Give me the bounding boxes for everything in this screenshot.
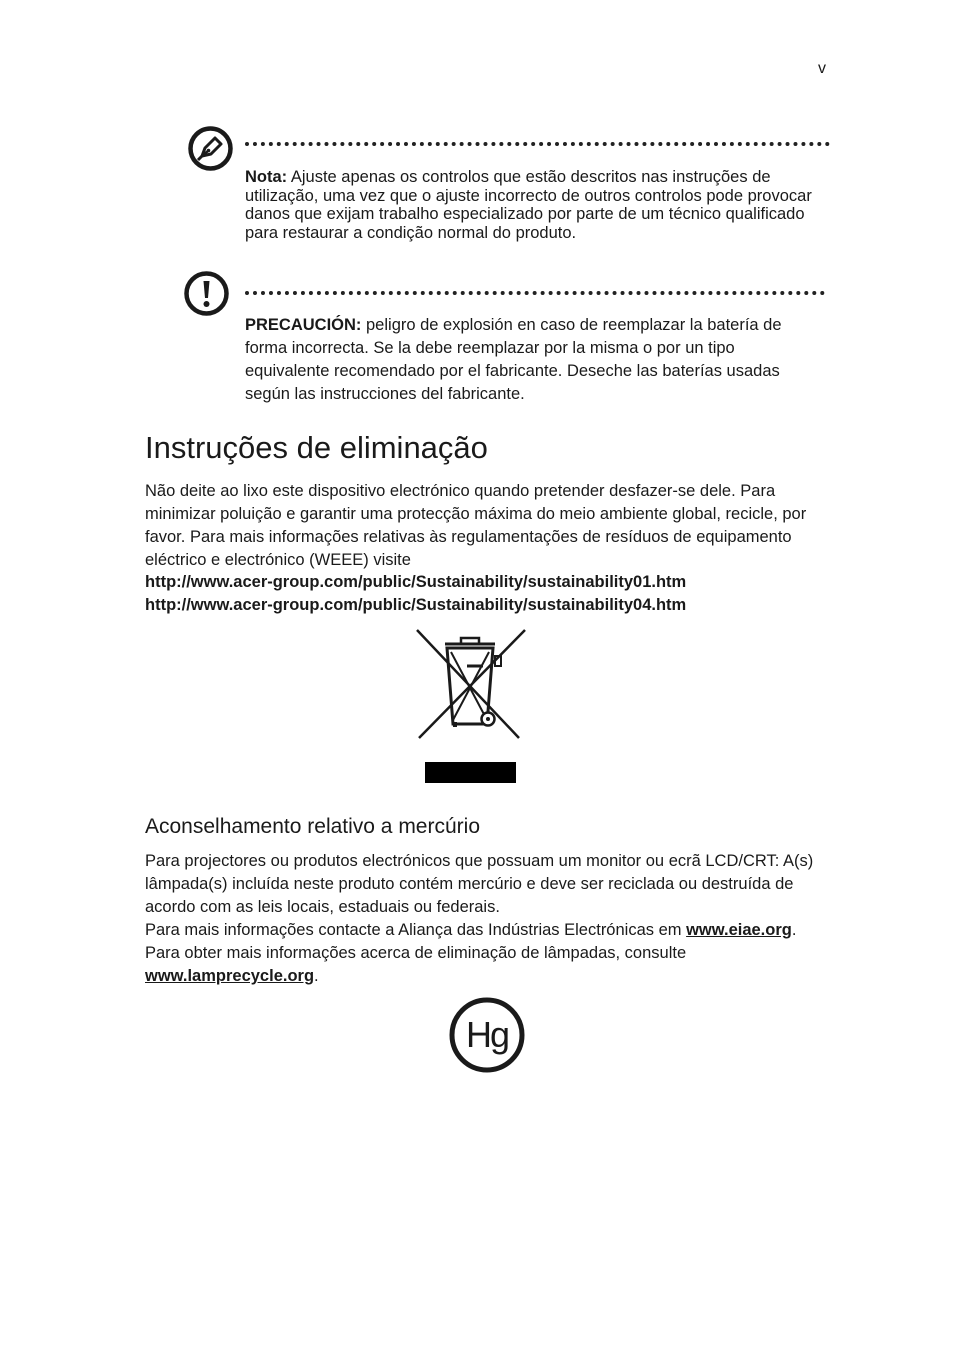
- eiae-link[interactable]: www.eiae.org: [686, 921, 792, 939]
- pen-note-icon: [187, 125, 234, 172]
- mercury-paragraph-1: Para projectores ou produtos electrónicos que possuam um monitor ou ecrã LCD/CRT: A(s) lâmpada(s) incluída neste produto contém mercúrio e deve ser reciclada ou destruída de acordo com as leis locais, estaduais ou federais.: [145, 852, 814, 916]
- disposal-title: Instruções de eliminação: [145, 430, 488, 465]
- mercury-paragraph-2: [145, 919, 825, 988]
- page-number: v: [818, 60, 826, 77]
- caution-label: PRECAUCIÓN:: [245, 316, 362, 334]
- note-paragraph: [245, 168, 820, 242]
- caution-divider: [245, 291, 825, 295]
- mercury-text-end: .: [314, 967, 319, 985]
- hg-symbol-text: Hg: [465, 1014, 509, 1055]
- exclamation-icon: [183, 270, 230, 317]
- mercury-title: Aconselhamento relativo a mercúrio: [145, 815, 480, 838]
- note-body: Ajuste apenas os controlos que estão descritos nas instruções de utilização, uma vez que o ajuste incorrecto de outros controlos pode provocar danos que exijam trabalho especializado por parte de um técnico qualificado para restaurar a condição normal do produto.: [245, 168, 812, 242]
- caution-body: peligro de explosión en caso de reemplazar la batería de forma incorrecta. Se la debe reemplazar por la misma o por un tipo equivalente recomendado por el fabricante. Deseche las baterías usadas según las instrucciones del fabricante.: [245, 316, 782, 403]
- sustainability01-link[interactable]: http://www.acer-group.com/public/Sustainability/sustainability01.htm: [145, 573, 687, 591]
- disposal-links: [145, 571, 686, 617]
- mercury-hg-icon: [448, 996, 528, 1076]
- disposal-paragraph: Não deite ao lixo este dispositivo electrónico quando pretender desfazer-se dele. Para minimizar poluição e garantir uma protecção máxima do meio ambiente global, recicle, por favor. Para mais informações relativas às regulamentações de resíduos de equipamento eléctrico e electrónico (WEEE) visite: [145, 482, 807, 569]
- weee-crossed-bin-icon: [413, 626, 529, 786]
- caution-paragraph: [245, 314, 820, 406]
- lamprecycle-link[interactable]: www.lamprecycle.org: [145, 967, 315, 985]
- mercury-text-start: Para mais informações contacte a Aliança das Indústrias Electrónicas em: [145, 921, 687, 939]
- note-label: Nota:: [245, 168, 288, 186]
- note-divider: [245, 142, 830, 146]
- mercury-text-mid: . Para obter mais informações acerca de eliminação de lâmpadas, consulte: [145, 921, 797, 962]
- sustainability04-link[interactable]: http://www.acer-group.com/public/Sustainability/sustainability04.htm: [145, 596, 687, 614]
